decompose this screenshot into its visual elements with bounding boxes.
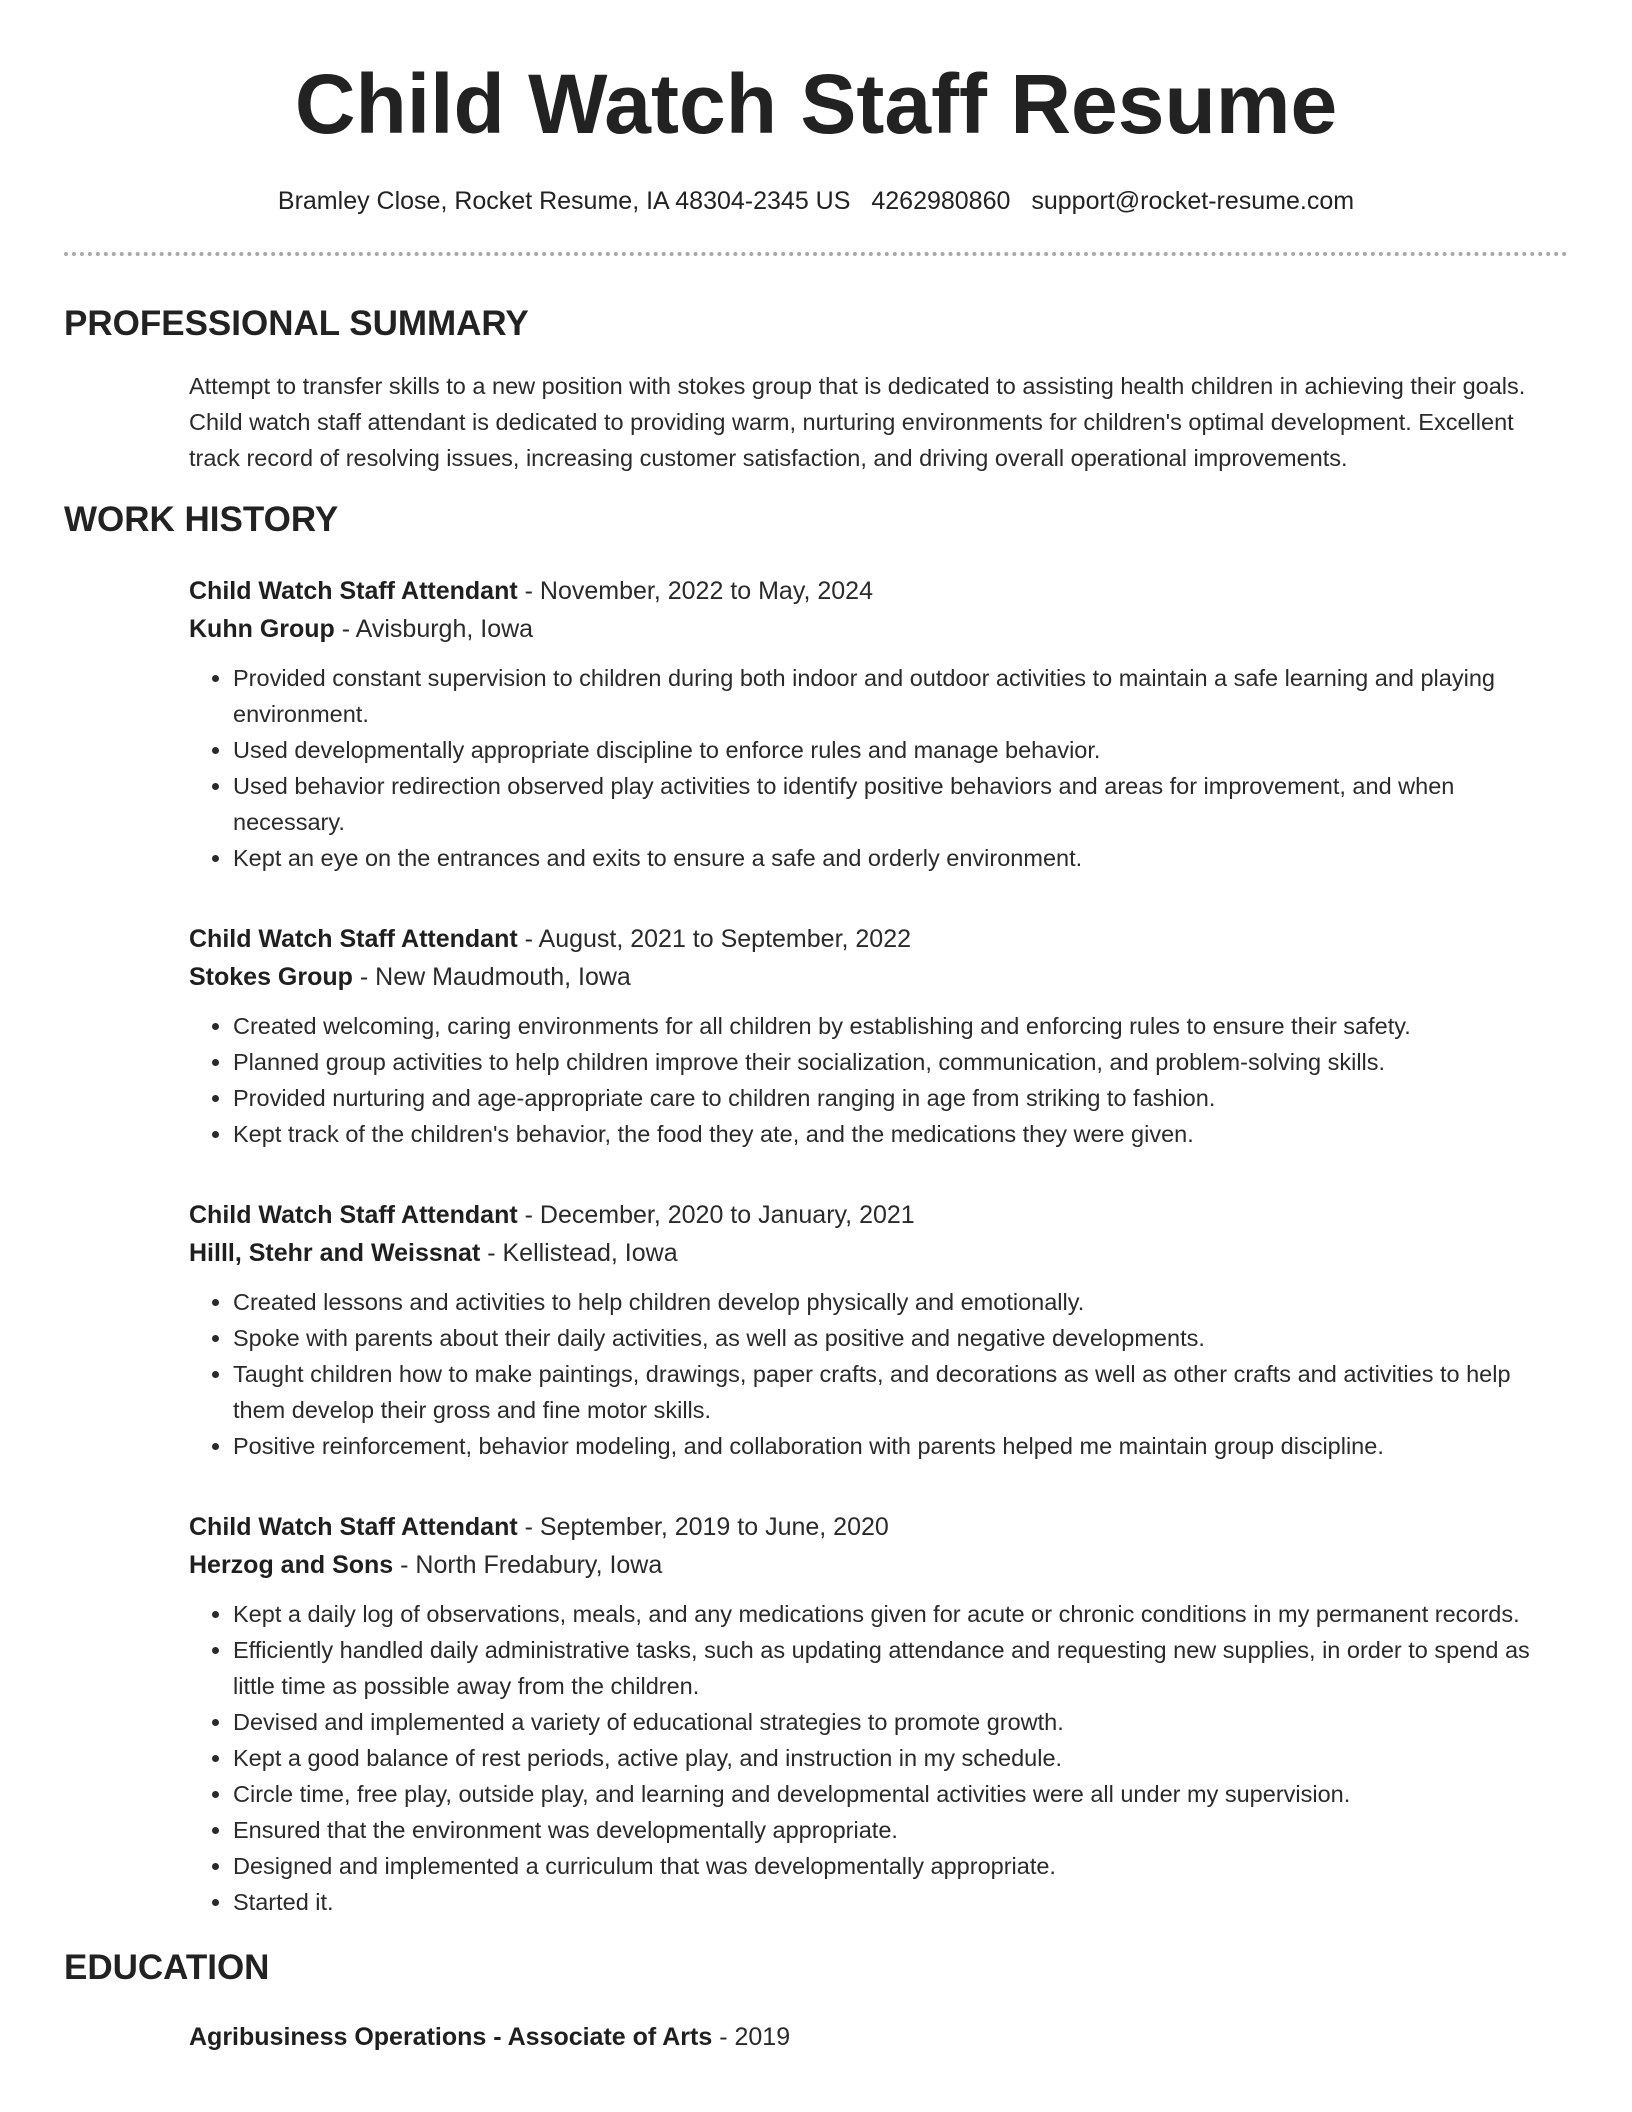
job-bullets [189,1008,1554,1152]
job-company-line [189,1546,1554,1584]
job-bullet: • Used behavior redirection observed play activities to identify positive behaviors and areas for improvement, and when necessary. [233,768,1554,840]
job-company: Hilll, Stehr and Weissnat [189,1239,481,1267]
contact-info [64,184,1568,218]
education-entry [189,2018,1554,2056]
job-title: Child Watch Staff Attendant [189,1513,518,1541]
job-bullet: • Kept a good balance of rest periods, active play, and instruction in my schedule. [233,1740,1554,1776]
job-entry [189,1508,1554,1920]
contact-phone: 4262980860 [871,187,1011,215]
job-bullet: • Created welcoming, caring environments for all children by establishing and enforcing rules to ensure their safety. [233,1008,1554,1044]
job-bullet: • Provided constant supervision to children during both indoor and outdoor activities to maintain a safe learning and playing environment. [233,660,1554,732]
job-bullets [189,660,1554,876]
job-title: Child Watch Staff Attendant [189,925,518,953]
job-bullet: • Positive reinforcement, behavior modeling, and collaboration with parents helped me maintain group discipline. [233,1428,1554,1464]
job-location: - Kellistead, Iowa [480,1239,678,1267]
summary-heading: PROFESSIONAL SUMMARY [64,304,529,343]
job-bullet: • Taught children how to make paintings, drawings, paper crafts, and decorations as well as other crafts and activities to help them develop their gross and fine motor skills. [233,1356,1554,1428]
job-dates: - December, 2020 to January, 2021 [517,1201,915,1229]
work-history-heading: WORK HISTORY [64,500,339,539]
job-bullet: • Designed and implemented a curriculum that was developmentally appropriate. [233,1848,1554,1884]
job-bullet: • Planned group activities to help children improve their socialization, communication, and problem-solving skills. [233,1044,1554,1080]
job-company-line [189,1234,1554,1272]
job-bullets [189,1284,1554,1464]
job-bullet: • Kept an eye on the entrances and exits to ensure a safe and orderly environment. [233,840,1554,876]
job-company-line [189,958,1554,996]
job-bullet: • Devised and implemented a variety of educational strategies to promote growth. [233,1704,1554,1740]
job-company-line [189,610,1554,648]
resume-title: Child Watch Staff Resume [294,57,1338,151]
contact-address: Bramley Close, Rocket Resume, IA 48304-2345 US [277,187,851,215]
job-bullet: • Circle time, free play, outside play, and learning and developmental activities were all under my supervision. [233,1776,1554,1812]
contact-email: support@rocket-resume.com [1031,187,1355,215]
summary-text: Attempt to transfer skills to a new position with stokes group that is dedicated to assisting health children in achieving their goals. Child watch staff attendant is dedicated to providing warm, nurturing environments for children's optimal development. Excellent track record of resolving issues, increasing customer satisfaction, and driving overall operational improvements. [189,373,1526,471]
job-bullet: • Spoke with parents about their daily activities, as well as positive and negative developments. [233,1320,1554,1356]
job-bullet: • Ensured that the environment was developmentally appropriate. [233,1812,1554,1848]
education-heading: EDUCATION [64,1948,270,1987]
job-title-line [189,1508,1554,1546]
job-bullet: • Kept track of the children's behavior, the food they ate, and the medications they were given. [233,1116,1554,1152]
job-title-line [189,1196,1554,1234]
job-title-line [189,920,1554,958]
job-company: Stokes Group [189,963,353,991]
job-dates: - August, 2021 to September, 2022 [517,925,912,953]
job-company: Herzog and Sons [189,1551,394,1579]
job-entry [189,572,1554,876]
job-bullet: • Provided nurturing and age-appropriate care to children ranging in age from striking to fashion. [233,1080,1554,1116]
job-dates: - September, 2019 to June, 2020 [517,1513,889,1541]
work-history-list [64,572,1568,1920]
job-bullet: • Started it. [233,1884,1554,1920]
job-title: Child Watch Staff Attendant [189,1201,518,1229]
job-company: Kuhn Group [189,615,335,643]
header-divider [64,252,1568,256]
job-bullet: • Created lessons and activities to help children develop physically and emotionally. [233,1284,1554,1320]
job-bullet: • Efficiently handled daily administrative tasks, such as updating attendance and requesting new supplies, in order to spend as little time as possible away from the children. [233,1632,1554,1704]
job-title-line [189,572,1554,610]
job-location: - North Fredabury, Iowa [393,1551,663,1579]
job-entry [189,920,1554,1152]
education-degree: Agribusiness Operations - Associate of Arts [189,2023,713,2051]
job-entry [189,1196,1554,1464]
job-bullet: • Used developmentally appropriate discipline to enforce rules and manage behavior. [233,732,1554,768]
education-year: - 2019 [712,2023,791,2051]
job-dates: - November, 2022 to May, 2024 [517,577,873,605]
job-location: - Avisburgh, Iowa [334,615,534,643]
job-title: Child Watch Staff Attendant [189,577,518,605]
job-location: - New Maudmouth, Iowa [352,963,631,991]
job-bullets [189,1596,1554,1920]
job-bullet: • Kept a daily log of observations, meals, and any medications given for acute or chronic conditions in my permanent records. [233,1596,1554,1632]
